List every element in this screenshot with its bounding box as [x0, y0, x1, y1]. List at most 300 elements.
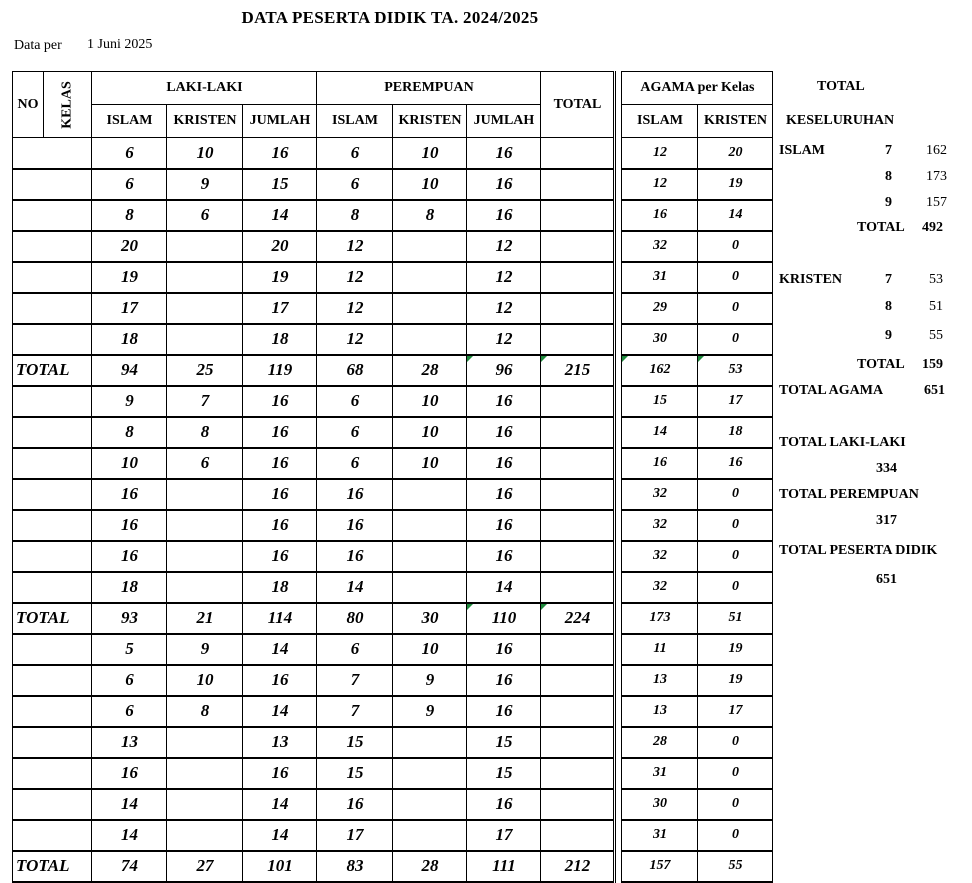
total-row	[13, 479, 773, 510]
total-l-kristen: 10	[167, 138, 243, 169]
total-grand: 224	[541, 603, 615, 634]
total-agama-islam: 31	[622, 820, 698, 851]
total-agama-islam: 30	[622, 789, 698, 820]
summary-islam-value-9: 157	[926, 195, 947, 210]
total-p-kristen	[393, 479, 467, 510]
total-l-kristen	[167, 789, 243, 820]
total-l-islam: 13	[92, 727, 167, 758]
total-p-islam: 7	[317, 665, 393, 696]
summary-islam-total-label: TOTAL	[857, 220, 905, 235]
column-gap	[615, 696, 622, 727]
header-agama-per-kelas: AGAMA per Kelas	[622, 72, 773, 105]
total-label	[13, 448, 92, 479]
total-agama-kristen: 17	[698, 386, 773, 417]
total-label	[13, 479, 92, 510]
total-p-jumlah: 16	[467, 417, 541, 448]
total-l-kristen	[167, 758, 243, 789]
total-p-jumlah: 16	[467, 448, 541, 479]
column-gap	[615, 541, 622, 572]
total-grand	[541, 138, 615, 169]
total-p-islam: 17	[317, 820, 393, 851]
total-p-islam: 12	[317, 262, 393, 293]
total-p-jumlah: 110	[467, 603, 541, 634]
total-grand	[541, 789, 615, 820]
total-l-islam: 20	[92, 231, 167, 262]
column-gap	[615, 417, 622, 448]
total-l-islam: 8	[92, 417, 167, 448]
total-label: TOTAL	[13, 355, 92, 386]
header-agama-islam: ISLAM	[622, 105, 698, 138]
total-l-islam: 16	[92, 510, 167, 541]
total-grand	[541, 696, 615, 727]
total-l-jumlah: 114	[243, 603, 317, 634]
total-p-jumlah: 111	[467, 851, 541, 882]
summary-islam-grade-8: 8	[885, 169, 892, 184]
total-label	[13, 200, 92, 231]
total-p-jumlah: 16	[467, 541, 541, 572]
total-label	[13, 572, 92, 603]
total-agama-kristen: 19	[698, 665, 773, 696]
summary-islam-label: ISLAM	[779, 143, 825, 158]
summary-total-laki-label: TOTAL LAKI-LAKI	[779, 435, 906, 450]
total-l-islam: 18	[92, 572, 167, 603]
total-row	[13, 138, 773, 169]
total-grand: 212	[541, 851, 615, 882]
total-grand	[541, 510, 615, 541]
column-gap	[615, 634, 622, 665]
total-grand: 215	[541, 355, 615, 386]
total-row	[13, 355, 773, 386]
total-agama-kristen: 17	[698, 696, 773, 727]
total-p-kristen	[393, 231, 467, 262]
total-agama-kristen: 0	[698, 479, 773, 510]
header-laki-jumlah: JUMLAH	[243, 105, 317, 138]
total-agama-kristen: 0	[698, 820, 773, 851]
total-grand	[541, 820, 615, 851]
total-row	[13, 510, 773, 541]
total-p-jumlah: 16	[467, 634, 541, 665]
total-l-jumlah: 15	[243, 169, 317, 200]
summary-total-perempuan-value: 317	[876, 513, 897, 528]
total-agama-kristen: 0	[698, 758, 773, 789]
header-perempuan-kristen: KRISTEN	[393, 105, 467, 138]
column-gap	[615, 386, 622, 417]
total-agama-islam: 32	[622, 479, 698, 510]
student-data-table	[12, 71, 773, 883]
total-p-islam: 16	[317, 510, 393, 541]
total-row	[13, 386, 773, 417]
total-p-kristen: 28	[393, 355, 467, 386]
total-label	[13, 169, 92, 200]
total-p-kristen	[393, 820, 467, 851]
total-l-islam: 16	[92, 758, 167, 789]
header-perempuan-jumlah: JUMLAH	[467, 105, 541, 138]
total-label	[13, 231, 92, 262]
summary-kristen-total-label: TOTAL	[857, 357, 905, 372]
summary-islam-value-7: 162	[926, 143, 947, 158]
total-l-jumlah: 14	[243, 820, 317, 851]
total-agama-islam: 32	[622, 541, 698, 572]
total-agama-kristen: 0	[698, 324, 773, 355]
total-label	[13, 789, 92, 820]
total-l-kristen	[167, 324, 243, 355]
column-gap	[615, 727, 622, 758]
total-l-kristen: 27	[167, 851, 243, 882]
total-p-kristen: 10	[393, 417, 467, 448]
total-agama-kristen: 0	[698, 293, 773, 324]
total-row	[13, 262, 773, 293]
summary-kristen-label: KRISTEN	[779, 272, 843, 287]
total-l-kristen	[167, 293, 243, 324]
total-l-islam: 17	[92, 293, 167, 324]
total-agama-islam: 162	[622, 355, 698, 386]
total-agama-kristen: 20	[698, 138, 773, 169]
total-label	[13, 634, 92, 665]
total-agama-islam: 15	[622, 386, 698, 417]
summary-kristen-grade-9: 9	[885, 328, 892, 343]
total-l-jumlah: 16	[243, 386, 317, 417]
total-label	[13, 293, 92, 324]
total-l-kristen	[167, 510, 243, 541]
total-row	[13, 851, 773, 882]
total-agama-islam: 12	[622, 169, 698, 200]
total-l-kristen	[167, 262, 243, 293]
total-row	[13, 634, 773, 665]
total-p-kristen: 9	[393, 665, 467, 696]
total-l-jumlah: 101	[243, 851, 317, 882]
total-l-kristen: 21	[167, 603, 243, 634]
total-l-jumlah: 14	[243, 789, 317, 820]
total-l-jumlah: 14	[243, 634, 317, 665]
total-agama-kristen: 16	[698, 448, 773, 479]
summary-total-laki-value: 334	[876, 461, 897, 476]
total-l-kristen	[167, 231, 243, 262]
summary-kristen-total-value: 159	[922, 357, 943, 372]
column-gap	[615, 758, 622, 789]
total-p-jumlah: 15	[467, 758, 541, 789]
total-l-jumlah: 16	[243, 417, 317, 448]
total-row	[13, 820, 773, 851]
total-row	[13, 696, 773, 727]
total-l-jumlah: 16	[243, 541, 317, 572]
total-p-kristen	[393, 324, 467, 355]
total-p-jumlah: 16	[467, 510, 541, 541]
total-p-kristen: 28	[393, 851, 467, 882]
total-l-kristen: 7	[167, 386, 243, 417]
total-p-jumlah: 12	[467, 262, 541, 293]
total-p-jumlah: 12	[467, 324, 541, 355]
total-grand	[541, 324, 615, 355]
total-l-kristen	[167, 479, 243, 510]
total-p-islam: 6	[317, 386, 393, 417]
total-p-islam: 6	[317, 634, 393, 665]
total-agama-islam: 11	[622, 634, 698, 665]
total-p-jumlah: 16	[467, 138, 541, 169]
total-p-islam: 12	[317, 293, 393, 324]
total-l-islam: 16	[92, 479, 167, 510]
total-agama-kristen: 19	[698, 169, 773, 200]
total-l-islam: 6	[92, 169, 167, 200]
total-row	[13, 231, 773, 262]
total-l-islam: 74	[92, 851, 167, 882]
total-row	[13, 417, 773, 448]
column-gap	[615, 324, 622, 355]
total-l-jumlah: 14	[243, 200, 317, 231]
total-row	[13, 200, 773, 231]
header-perempuan: PEREMPUAN	[317, 72, 541, 105]
column-gap	[615, 355, 622, 386]
total-label	[13, 262, 92, 293]
total-p-jumlah: 16	[467, 169, 541, 200]
total-p-jumlah: 15	[467, 727, 541, 758]
total-label	[13, 386, 92, 417]
total-p-islam: 7	[317, 696, 393, 727]
total-agama-islam: 12	[622, 138, 698, 169]
column-gap	[615, 479, 622, 510]
total-p-jumlah: 16	[467, 665, 541, 696]
total-l-islam: 5	[92, 634, 167, 665]
total-l-jumlah: 119	[243, 355, 317, 386]
header-laki-kristen: KRISTEN	[167, 105, 243, 138]
column-gap	[615, 200, 622, 231]
total-agama-kristen: 0	[698, 541, 773, 572]
total-l-islam: 8	[92, 200, 167, 231]
total-l-islam: 94	[92, 355, 167, 386]
date-label: Data per	[14, 38, 62, 53]
summary-total-perempuan-label: TOTAL PEREMPUAN	[779, 487, 919, 502]
total-label	[13, 324, 92, 355]
total-p-islam: 15	[317, 758, 393, 789]
total-p-jumlah: 14	[467, 572, 541, 603]
total-p-kristen	[393, 789, 467, 820]
total-row	[13, 665, 773, 696]
total-label	[13, 696, 92, 727]
total-label	[13, 417, 92, 448]
total-agama-islam: 30	[622, 324, 698, 355]
page-title: DATA PESERTA DIDIK TA. 2024/2025	[241, 8, 539, 27]
total-row	[13, 603, 773, 634]
column-gap	[615, 851, 622, 882]
total-l-jumlah: 13	[243, 727, 317, 758]
total-p-jumlah: 16	[467, 696, 541, 727]
summary-islam-total-value: 492	[922, 220, 943, 235]
total-p-kristen: 8	[393, 200, 467, 231]
total-p-jumlah: 16	[467, 789, 541, 820]
total-p-islam: 8	[317, 200, 393, 231]
total-label	[13, 138, 92, 169]
total-p-jumlah: 17	[467, 820, 541, 851]
column-gap	[615, 231, 622, 262]
total-l-kristen: 9	[167, 634, 243, 665]
summary-kristen-grade-7: 7	[885, 272, 892, 287]
total-l-kristen: 6	[167, 448, 243, 479]
total-p-islam: 6	[317, 417, 393, 448]
total-l-jumlah: 16	[243, 510, 317, 541]
summary-islam-value-8: 173	[926, 169, 947, 184]
column-gap	[615, 603, 622, 634]
date-value: 1 Juni 2025	[87, 37, 153, 52]
total-label	[13, 820, 92, 851]
total-p-kristen	[393, 510, 467, 541]
total-grand	[541, 417, 615, 448]
column-gap	[615, 789, 622, 820]
header-total: TOTAL	[541, 72, 615, 138]
total-agama-islam: 32	[622, 231, 698, 262]
header-perempuan-islam: ISLAM	[317, 105, 393, 138]
total-grand	[541, 231, 615, 262]
total-l-islam: 6	[92, 696, 167, 727]
summary-islam-grade-7: 7	[885, 143, 892, 158]
header-no: NO	[13, 72, 44, 138]
total-l-jumlah: 16	[243, 665, 317, 696]
column-gap	[615, 72, 622, 138]
total-p-islam: 83	[317, 851, 393, 882]
header-laki-islam: ISLAM	[92, 105, 167, 138]
total-agama-kristen: 0	[698, 789, 773, 820]
total-row	[13, 541, 773, 572]
total-p-kristen: 30	[393, 603, 467, 634]
total-agama-kristen: 55	[698, 851, 773, 882]
total-l-islam: 14	[92, 789, 167, 820]
column-gap	[615, 293, 622, 324]
total-agama-kristen: 0	[698, 262, 773, 293]
total-row	[13, 572, 773, 603]
total-l-kristen: 6	[167, 200, 243, 231]
total-row	[13, 448, 773, 479]
total-p-kristen: 9	[393, 696, 467, 727]
total-p-kristen: 10	[393, 448, 467, 479]
total-l-islam: 6	[92, 138, 167, 169]
total-agama-islam: 14	[622, 417, 698, 448]
total-grand	[541, 200, 615, 231]
total-p-islam: 80	[317, 603, 393, 634]
total-row	[13, 758, 773, 789]
total-agama-kristen: 0	[698, 231, 773, 262]
total-agama-islam: 157	[622, 851, 698, 882]
column-gap	[615, 169, 622, 200]
total-l-islam: 93	[92, 603, 167, 634]
total-p-islam: 6	[317, 448, 393, 479]
total-agama-islam: 29	[622, 293, 698, 324]
total-p-islam: 68	[317, 355, 393, 386]
total-agama-islam: 31	[622, 758, 698, 789]
total-l-kristen: 9	[167, 169, 243, 200]
total-agama-kristen: 0	[698, 727, 773, 758]
total-row	[13, 324, 773, 355]
total-p-jumlah: 16	[467, 200, 541, 231]
total-p-islam: 16	[317, 541, 393, 572]
total-p-kristen	[393, 727, 467, 758]
total-label	[13, 510, 92, 541]
summary-kristen-value-7: 53	[929, 272, 943, 287]
total-agama-islam: 13	[622, 665, 698, 696]
total-p-jumlah: 12	[467, 293, 541, 324]
total-p-kristen	[393, 572, 467, 603]
total-agama-kristen: 0	[698, 572, 773, 603]
summary-total-agama-label: TOTAL AGAMA	[779, 383, 884, 398]
total-agama-kristen: 53	[698, 355, 773, 386]
total-l-jumlah: 18	[243, 572, 317, 603]
total-grand	[541, 634, 615, 665]
summary-kristen-value-8: 51	[929, 299, 943, 314]
total-l-jumlah: 17	[243, 293, 317, 324]
total-p-jumlah: 16	[467, 479, 541, 510]
total-l-jumlah: 16	[243, 138, 317, 169]
total-agama-kristen: 18	[698, 417, 773, 448]
total-grand	[541, 572, 615, 603]
total-p-kristen: 10	[393, 138, 467, 169]
total-p-jumlah: 12	[467, 231, 541, 262]
total-label: TOTAL	[13, 603, 92, 634]
total-agama-islam: 173	[622, 603, 698, 634]
total-l-jumlah: 16	[243, 758, 317, 789]
total-grand	[541, 448, 615, 479]
total-p-kristen: 10	[393, 169, 467, 200]
total-l-islam: 9	[92, 386, 167, 417]
total-l-jumlah: 16	[243, 479, 317, 510]
column-gap	[615, 138, 622, 169]
header-agama-kristen: KRISTEN	[698, 105, 773, 138]
total-l-islam: 19	[92, 262, 167, 293]
total-p-kristen: 10	[393, 634, 467, 665]
total-agama-islam: 32	[622, 572, 698, 603]
total-p-jumlah: 96	[467, 355, 541, 386]
total-row	[13, 169, 773, 200]
total-grand	[541, 169, 615, 200]
total-agama-kristen: 51	[698, 603, 773, 634]
total-grand	[541, 293, 615, 324]
summary-total-agama-value: 651	[924, 383, 945, 398]
total-l-jumlah: 20	[243, 231, 317, 262]
total-p-kristen	[393, 758, 467, 789]
total-p-islam: 14	[317, 572, 393, 603]
total-l-islam: 6	[92, 665, 167, 696]
total-p-islam: 6	[317, 169, 393, 200]
total-l-islam: 14	[92, 820, 167, 851]
total-l-jumlah: 18	[243, 324, 317, 355]
total-grand	[541, 262, 615, 293]
column-gap	[615, 665, 622, 696]
total-l-kristen	[167, 572, 243, 603]
total-row	[13, 293, 773, 324]
summary-islam-grade-9: 9	[885, 195, 892, 210]
total-label	[13, 727, 92, 758]
total-p-islam: 16	[317, 479, 393, 510]
total-p-kristen	[393, 262, 467, 293]
total-grand	[541, 758, 615, 789]
total-label	[13, 758, 92, 789]
total-p-kristen: 10	[393, 386, 467, 417]
total-l-kristen: 25	[167, 355, 243, 386]
total-l-kristen: 10	[167, 665, 243, 696]
total-agama-islam: 28	[622, 727, 698, 758]
total-p-islam: 12	[317, 231, 393, 262]
total-l-islam: 10	[92, 448, 167, 479]
total-agama-kristen: 19	[698, 634, 773, 665]
total-grand	[541, 479, 615, 510]
column-gap	[615, 448, 622, 479]
total-p-islam: 15	[317, 727, 393, 758]
total-agama-islam: 32	[622, 510, 698, 541]
total-p-kristen	[393, 293, 467, 324]
summary-title-keseluruhan: KESELURUHAN	[786, 113, 895, 128]
total-row	[13, 727, 773, 758]
total-l-kristen: 8	[167, 417, 243, 448]
total-agama-kristen: 0	[698, 510, 773, 541]
total-l-jumlah: 16	[243, 448, 317, 479]
total-l-jumlah: 14	[243, 696, 317, 727]
total-label: TOTAL	[13, 851, 92, 882]
